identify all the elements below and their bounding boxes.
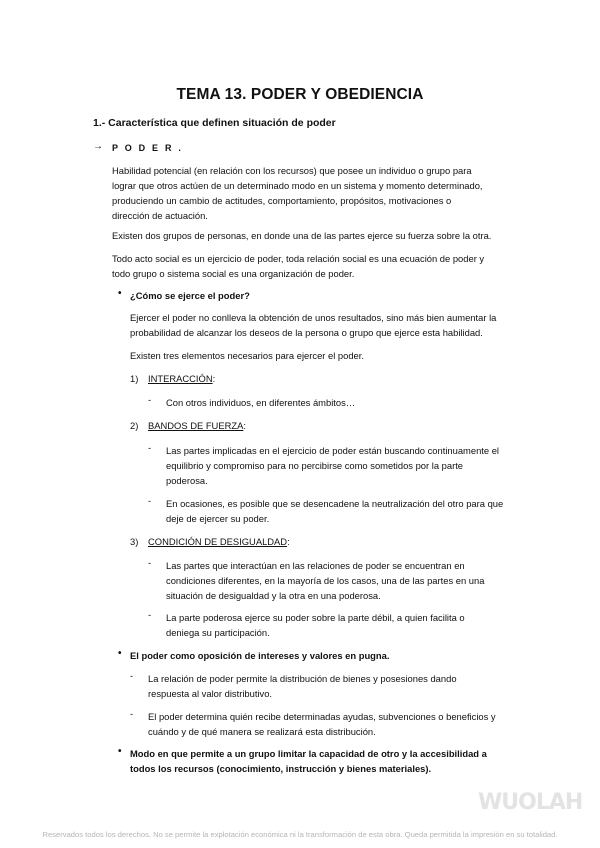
groups-paragraph: Existen dos grupos de personas, en donde una de las partes ejerce su fuerza sobre la otra.	[112, 230, 492, 241]
dash-icon: -	[130, 708, 134, 719]
list-item-interaccion: INTERACCIÓN:	[148, 373, 216, 384]
dash-icon: -	[148, 609, 152, 620]
list-item: La parte poderosa ejerce su poder sobre la parte débil, a quien facilita o deniega su participación.	[166, 612, 465, 638]
bullet-icon: •	[118, 648, 122, 659]
list-item-bandos: BANDOS DE FUERZA:	[148, 420, 246, 431]
list-number-3: 3)	[130, 536, 139, 547]
list-item: Las partes que interactúan en las relaciones de poder se encuentran en condiciones diferentes, en la mayoría de los casos, una de las partes en una situación de desigualdad y la otra en una poderosa.	[166, 560, 485, 601]
dash-icon: -	[148, 394, 152, 405]
bullet-heading-1: ¿Cómo se ejerce el poder?	[130, 290, 250, 301]
q1-paragraph: Ejercer el poder no conlleva la obtención de unos resultados, sino más bien aumentar la probabilidad de alcanzar los deseos de la persona o grupo que ejerce esta habilidad.	[130, 312, 497, 338]
list-number-2: 2)	[130, 420, 139, 431]
list-item: El poder determina quién recibe determinadas ayudas, subvenciones o beneficios y cuándo y de qué manera se realizará esta distribución.	[148, 711, 496, 737]
list-item: La relación de poder permite la distribución de bienes y posesiones dando respuesta al valor distributivo.	[148, 673, 457, 699]
bullet-icon: •	[118, 746, 122, 757]
dash-icon: -	[148, 442, 152, 453]
list-item: Las partes implicadas en el ejercicio de poder están buscando continuamente el equilibrio y compromiso para no percibirse como sometidos por la parte poderosa.	[166, 445, 500, 486]
dash-icon: -	[148, 557, 152, 568]
bullet-heading-2: El poder como oposición de intereses y valores en pugna.	[130, 650, 390, 661]
poder-label: P O D E R .	[112, 143, 184, 153]
wuolah-logo: WUOLAH	[478, 790, 583, 815]
arrow-icon: →	[93, 141, 103, 152]
bullet-heading-3: Modo en que permite a un grupo limitar la capacidad de otro y la accesibilidad a todos los recursos (conocimiento, instrucción y bienes materiales).	[130, 748, 487, 774]
section-heading: 1.- Característica que definen situación de poder	[93, 117, 336, 129]
bullet-icon: •	[118, 288, 122, 299]
elements-paragraph: Existen tres elementos necesarios para ejercer el poder.	[130, 350, 364, 361]
list-number-1: 1)	[130, 373, 139, 384]
dash-icon: -	[148, 495, 152, 506]
list-item: En ocasiones, es posible que se desencadene la neutralización del otro para que deje de ejercer su poder.	[166, 498, 504, 524]
copyright-footer: Reservados todos los derechos. No se permite la explotación económica ni la transformación de esta obra. Queda permitida la impresión en su totalidad.	[42, 830, 558, 839]
social-paragraph: Todo acto social es un ejercicio de poder, toda relación social es una ecuación de poder y todo grupo o sistema social es una organización de poder.	[112, 253, 485, 279]
document-title: TEMA 13. PODER Y OBEDIENCIA	[176, 86, 424, 103]
intro-paragraph: Habilidad potencial (en relación con los recursos) que posee un individuo o grupo para lograr que otros actúen de un determinado modo en un sistema y momento determinado, produciendo un cambio de actitudes, comportamiento, propósitos, motivaciones o dirección de actuación.	[112, 165, 483, 221]
dash-icon: -	[130, 670, 134, 681]
list-item: Con otros individuos, en diferentes ámbitos…	[166, 397, 356, 408]
list-item-desigualdad: CONDICIÓN DE DESIGUALDAD:	[148, 536, 290, 547]
